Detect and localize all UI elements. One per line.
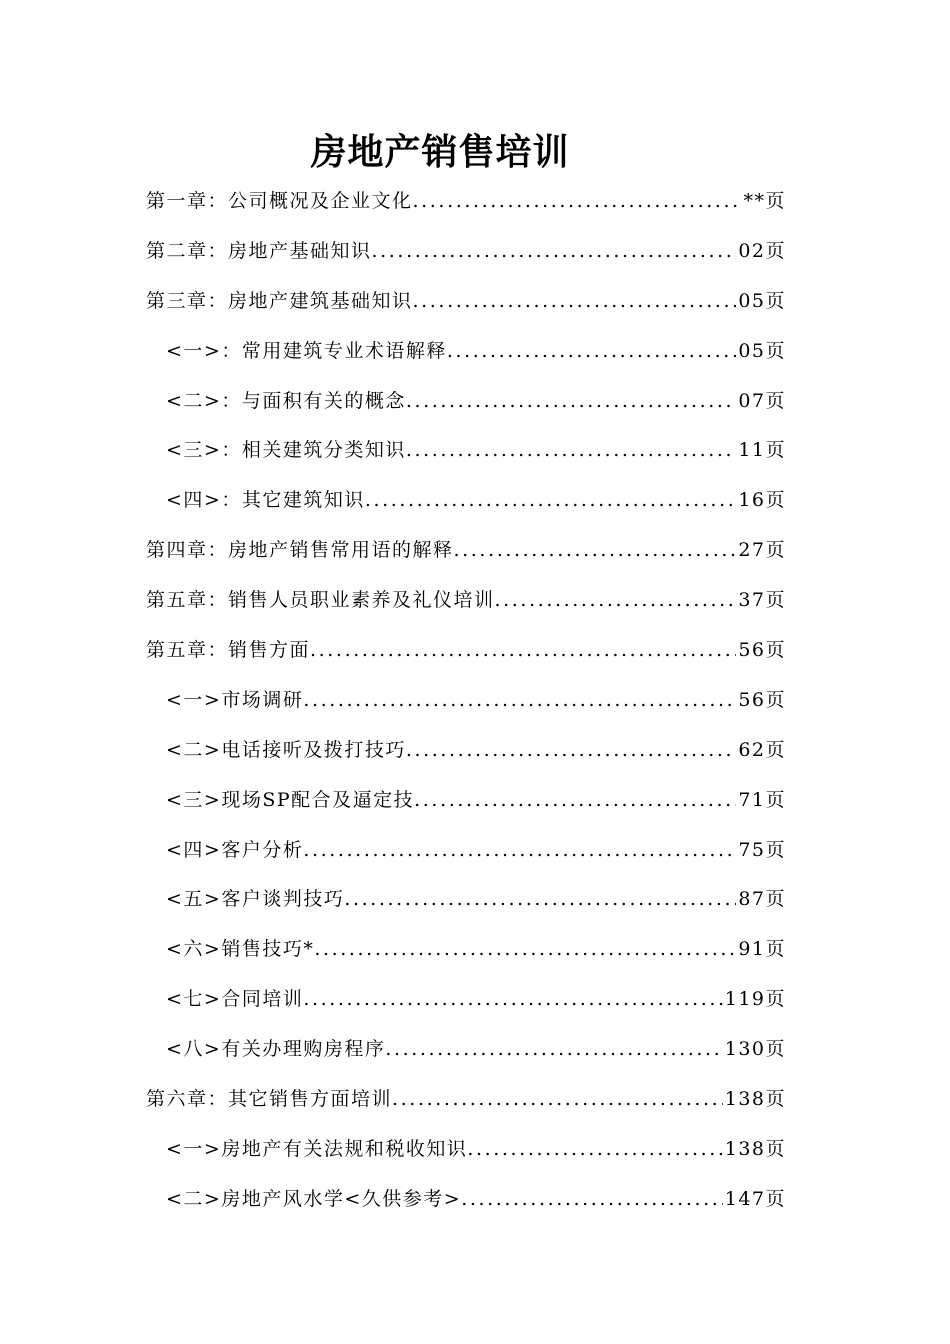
- toc-leader-dots: [495, 581, 737, 619]
- toc-entry-page: 37页: [738, 589, 786, 612]
- toc-entry-page: 02页: [738, 239, 786, 262]
- toc-entry-label: <五>客户谈判技巧: [166, 888, 345, 911]
- toc-entry-page: 71页: [738, 788, 786, 811]
- toc-entry-page: 138页: [724, 1088, 786, 1111]
- toc-entry-label: <三>现场SP配合及逼定技: [166, 788, 415, 811]
- toc-entry-page: 07页: [738, 389, 786, 412]
- toc-subentry[interactable]: [146, 382, 786, 432]
- toc-entry-page: 56页: [738, 639, 786, 662]
- toc-subentry[interactable]: [146, 930, 786, 980]
- toc-entry-label: 第三章：房地产建筑基础知识: [146, 289, 413, 312]
- toc-entry-label: <二>：与面积有关的概念: [166, 389, 406, 412]
- toc-entry-label: <一>市场调研: [166, 688, 304, 711]
- toc-leader-dots: [461, 1180, 723, 1218]
- toc-entry-label: 第二章：房地产基础知识: [146, 239, 372, 262]
- toc-subentry[interactable]: [146, 332, 786, 382]
- toc-entry[interactable]: [146, 531, 786, 581]
- toc-leader-dots: [314, 930, 736, 968]
- toc-leader-dots: [413, 182, 742, 220]
- toc-leader-dots: [303, 831, 736, 869]
- toc-leader-dots: [303, 681, 736, 719]
- toc-entry[interactable]: [146, 581, 786, 631]
- toc-subentry[interactable]: [146, 681, 786, 731]
- toc-entry-label: 第四章：房地产销售常用语的解释: [146, 539, 454, 562]
- toc-leader-dots: [413, 282, 737, 320]
- toc-entry-label: <一>房地产有关法规和税收知识: [166, 1137, 468, 1160]
- toc-leader-dots: [414, 781, 736, 819]
- toc-leader-dots: [392, 1080, 723, 1118]
- toc-entry-page: 119页: [724, 988, 786, 1011]
- toc-entry-label: <七>合同培训: [166, 988, 304, 1011]
- toc-entry-label: 第一章：公司概况及企业文化: [146, 190, 413, 212]
- toc-entry-label: <六>销售技巧*: [166, 938, 315, 961]
- document-title: 房地产销售培训: [310, 131, 570, 173]
- toc-entry-page: **页: [743, 190, 786, 212]
- toc-entry-page: 130页: [724, 1038, 786, 1061]
- toc-leader-dots: [406, 431, 736, 469]
- toc-leader-dots: [385, 1030, 722, 1068]
- toc-entry-label: 第六章：其它销售方面培训: [146, 1088, 393, 1111]
- toc-entry[interactable]: [146, 1080, 786, 1130]
- toc-subentry[interactable]: [146, 1180, 786, 1230]
- toc-subentry[interactable]: [146, 481, 786, 531]
- toc-entry[interactable]: [146, 232, 786, 282]
- toc-entry[interactable]: [146, 631, 786, 681]
- toc-entry-page: 138页: [724, 1137, 786, 1160]
- toc-entry-page: 11页: [738, 439, 786, 462]
- toc-subentry[interactable]: [146, 731, 786, 781]
- toc-entry-page: 05页: [738, 339, 786, 362]
- toc-leader-dots: [372, 232, 737, 270]
- toc-entry-label: <四>客户分析: [166, 838, 304, 861]
- toc-subentry[interactable]: [146, 431, 786, 481]
- toc-leader-dots: [365, 481, 736, 519]
- toc-subentry[interactable]: [146, 880, 786, 930]
- toc-subentry[interactable]: [146, 831, 786, 881]
- toc-leader-dots: [310, 631, 736, 669]
- toc-leader-dots: [454, 531, 737, 569]
- toc-entry-page: 87页: [738, 888, 786, 911]
- toc-leader-dots: [447, 332, 736, 370]
- toc-leader-dots: [406, 382, 736, 420]
- toc-entry[interactable]: [146, 282, 786, 332]
- toc-entry-label: 第五章：销售方面: [146, 639, 311, 662]
- toc-subentry[interactable]: [146, 1130, 786, 1180]
- table-of-contents: [146, 182, 786, 1230]
- toc-entry-label: <二>电话接听及拨打技巧: [166, 738, 406, 761]
- toc-leader-dots: [467, 1130, 722, 1168]
- toc-entry-label: <八>有关办理购房程序: [166, 1038, 386, 1061]
- toc-entry-label: <一>：常用建筑专业术语解释: [166, 339, 447, 362]
- toc-leader-dots: [406, 731, 736, 769]
- toc-entry-page: 75页: [738, 838, 786, 861]
- toc-entry-page: 147页: [724, 1187, 786, 1210]
- toc-entry-page: 16页: [738, 489, 786, 512]
- toc-entry-label: 第五章：销售人员职业素养及礼仪培训: [146, 589, 495, 612]
- toc-subentry[interactable]: [146, 781, 786, 831]
- toc-subentry[interactable]: [146, 980, 786, 1030]
- toc-entry-page: 56页: [738, 688, 786, 711]
- toc-entry-label: <四>：其它建筑知识: [166, 489, 365, 512]
- toc-entry-page: 91页: [738, 938, 786, 961]
- toc-entry-page: 62页: [738, 738, 786, 761]
- toc-entry-page: 27页: [738, 539, 786, 562]
- toc-leader-dots: [303, 980, 722, 1018]
- toc-entry-page: 05页: [738, 289, 786, 312]
- toc-leader-dots: [344, 880, 736, 918]
- toc-entry-label: <二>房地产风水学<久供参考>: [166, 1187, 462, 1210]
- toc-entry-label: <三>：相关建筑分类知识: [166, 439, 406, 462]
- toc-entry[interactable]: [146, 182, 786, 232]
- toc-subentry[interactable]: [146, 1030, 786, 1080]
